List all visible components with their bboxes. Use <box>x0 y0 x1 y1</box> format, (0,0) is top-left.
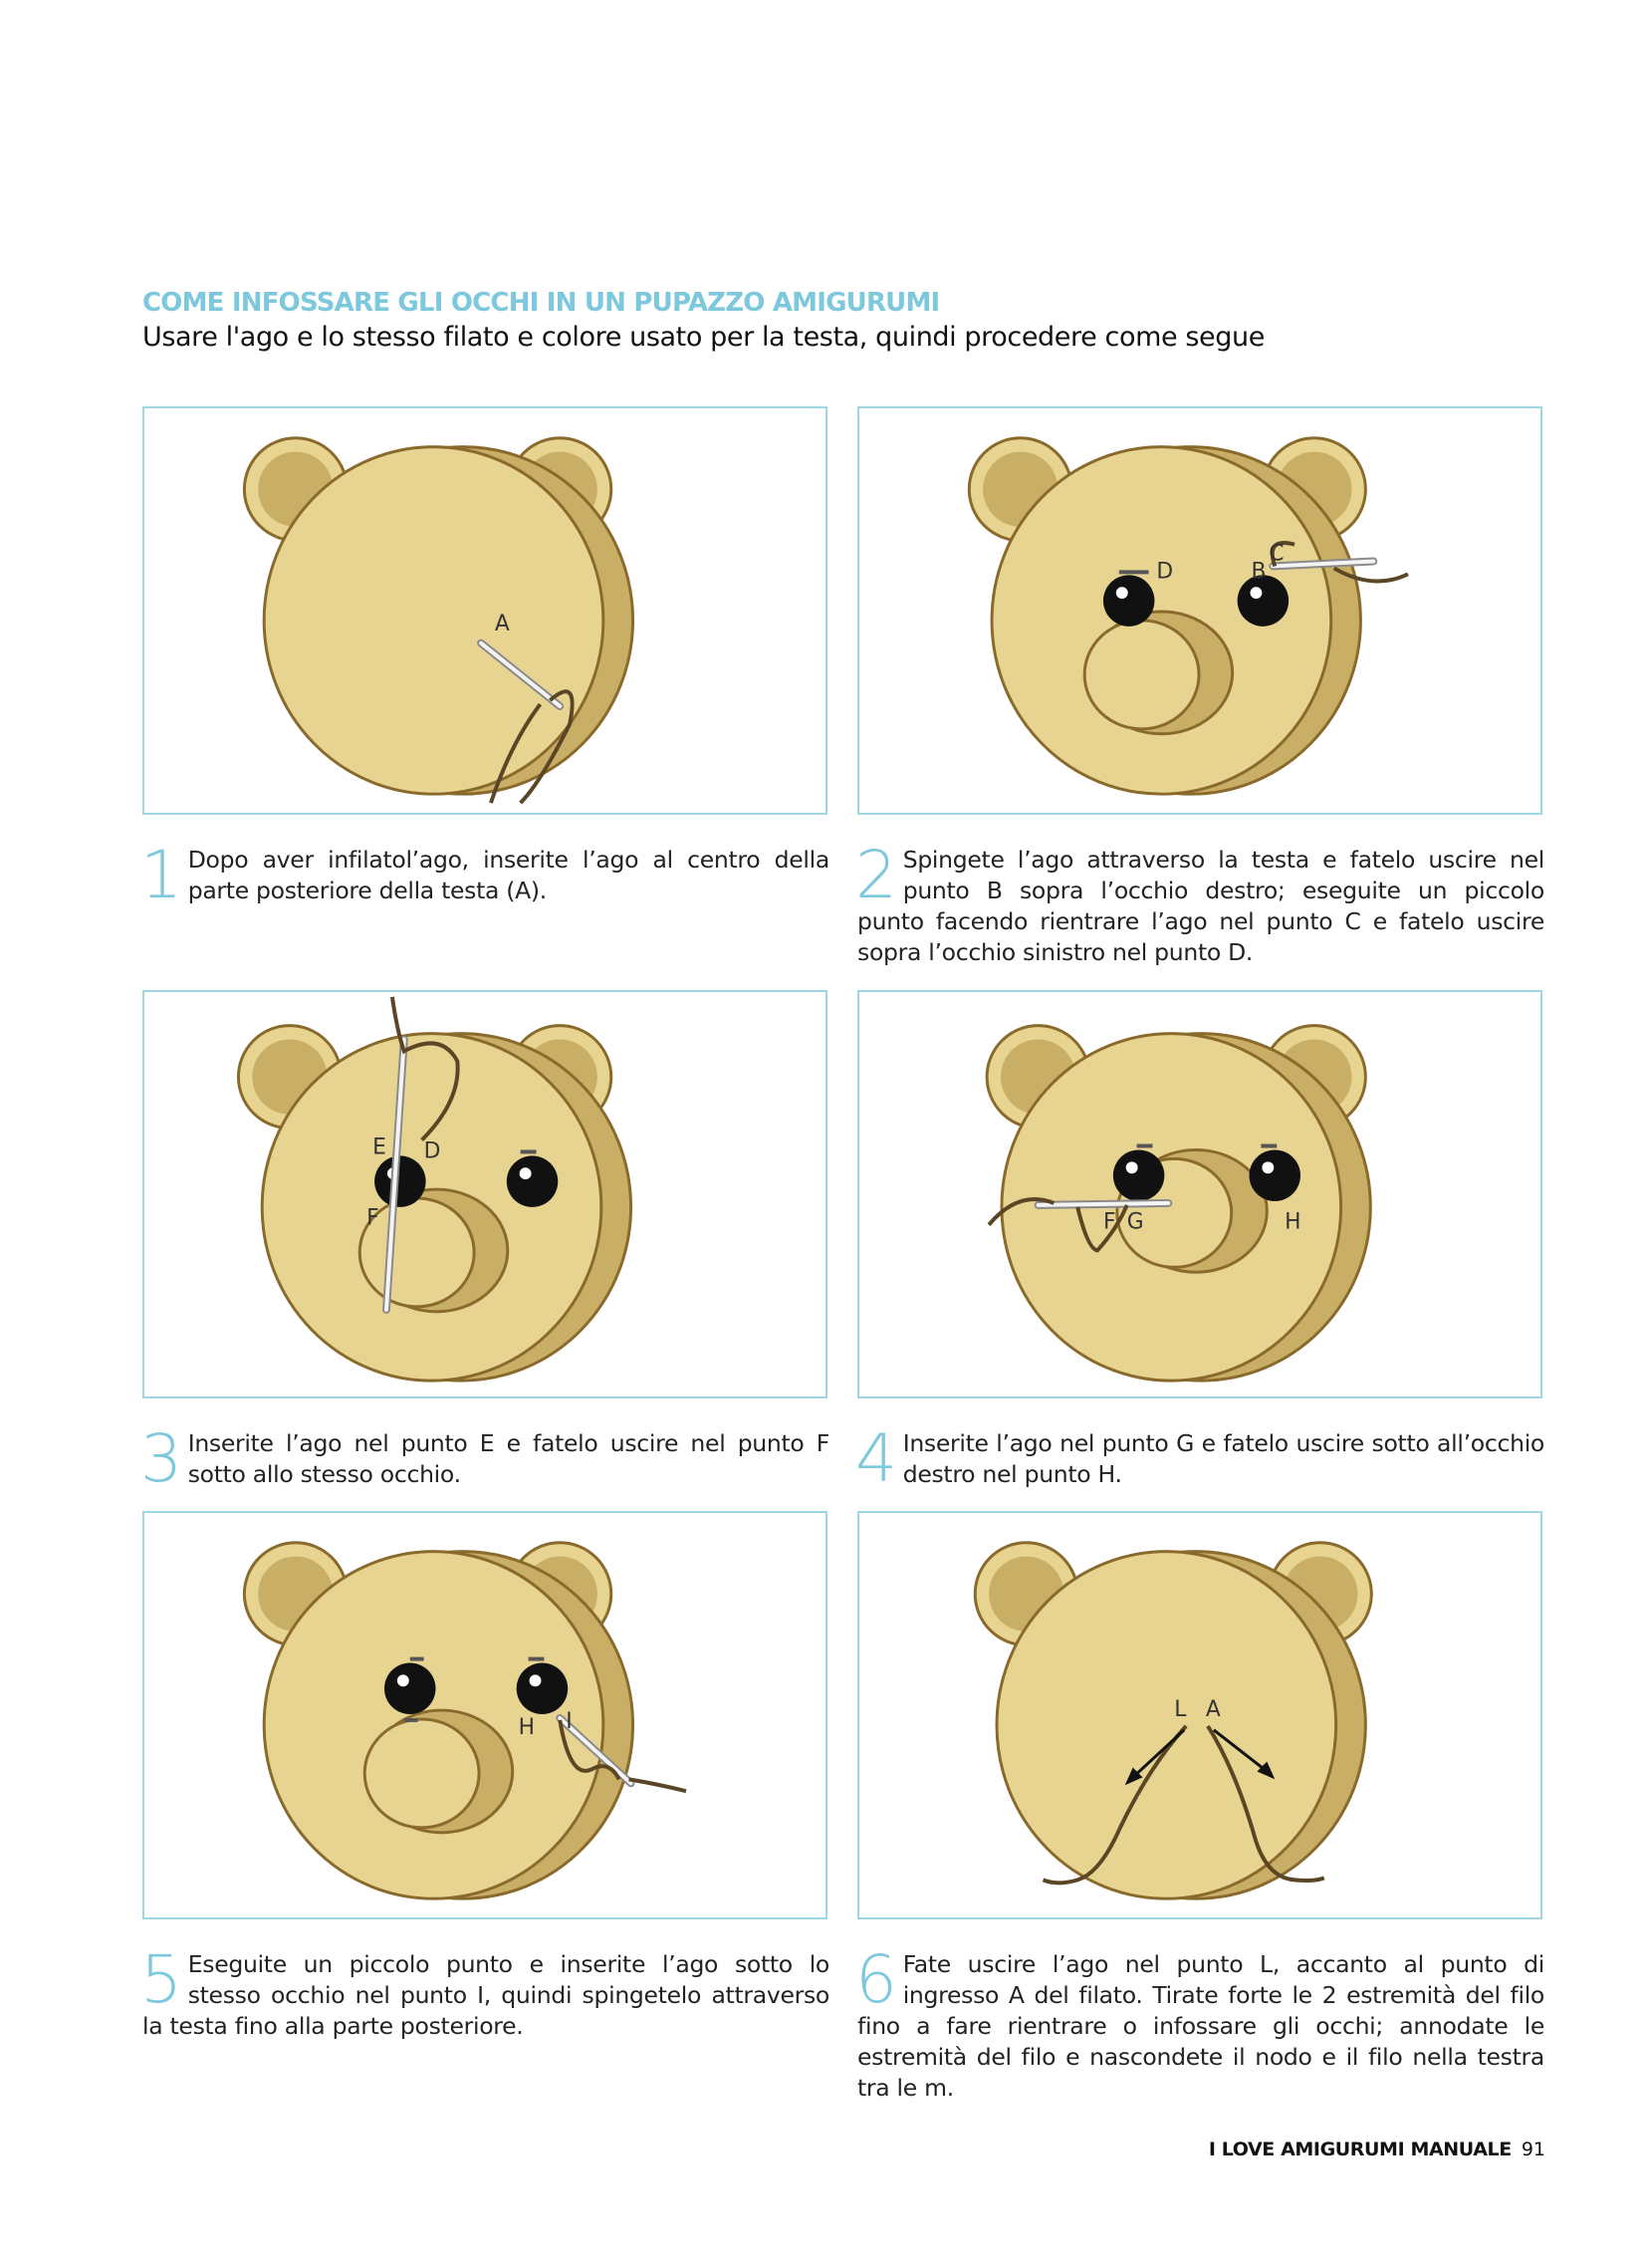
step-6-illustration <box>857 1511 1542 1919</box>
point-label-a: A <box>494 611 510 636</box>
page-header <box>142 286 1536 356</box>
point-label-e: E <box>372 1134 386 1160</box>
page-subtitle: Usare l'ago e lo stesso filato e colore usato per la testa, quindi procedere come segue <box>142 322 1265 353</box>
point-label-a: A <box>1205 1696 1221 1722</box>
bear-head-back <box>244 438 632 794</box>
left-eye <box>1103 575 1154 626</box>
step-2-illustration <box>857 406 1542 815</box>
step-5-caption <box>140 1941 829 2042</box>
step-6-number: 6 <box>855 1941 897 2018</box>
step-3-illustration <box>142 990 827 1398</box>
step-1-text: Dopo aver infilatol’ago, inserite l’ago al centro della parte posteriore della testa (A). <box>187 846 829 904</box>
needle-icon <box>1039 1203 1169 1205</box>
step-4-illustration <box>857 990 1542 1398</box>
step-1-illustration <box>142 406 827 815</box>
point-label-h: H <box>1285 1209 1301 1235</box>
needle-icon <box>1273 561 1373 566</box>
point-label-h: H <box>518 1714 536 1740</box>
point-label-d: D <box>1156 559 1174 585</box>
step-1-number: 1 <box>140 837 182 913</box>
step-2-text: Spingete l’ago attraverso la testa e fatelo uscire nel punto B sopra l’occhio destro; eseguite un piccolo punto facendo rientrare l’ago nel punto C e fatelo uscire sopra l’occhio sinistro nel punto D. <box>857 846 1544 966</box>
point-label-d: D <box>423 1138 441 1164</box>
point-label-g: G <box>1126 1209 1144 1235</box>
publication-name: I LOVE AMIGURUMI MANUALE <box>1208 2139 1512 2160</box>
point-label-f: F <box>366 1205 379 1231</box>
step-4-caption <box>855 1420 1544 1497</box>
point-label-f: F <box>1102 1209 1116 1235</box>
step-6-text: Fate uscire l’ago nel punto L, accanto al punto di ingresso A del filato. Tirate forte le 2 estremità del filo fino a fare rientrare o infossare gli occhi; annodate le estremità del filo e nascondete il nodo e il filo nella testra tra le m. <box>857 1950 1544 2102</box>
step-2-number: 2 <box>855 837 897 913</box>
step-5-illustration <box>142 1511 827 1919</box>
step-2-caption <box>855 837 1544 968</box>
step-3-number: 3 <box>140 1420 182 1497</box>
step-3-caption <box>140 1420 829 1497</box>
page-footer <box>1209 2139 1545 2160</box>
step-4-text: Inserite l’ago nel punto G e fatelo uscire sotto all’occhio destro nel punto H. <box>902 1429 1544 1488</box>
point-label-b: B <box>1251 559 1267 585</box>
step-3-text: Inserite l’ago nel punto E e fatelo uscire nel punto F sotto allo stesso occhio. <box>187 1429 829 1488</box>
step-5-text: Eseguite un piccolo punto e inserite l’ago sotto lo stesso occhio nel punto I, quindi spingetelo attraverso la testa fino alla parte posteriore. <box>142 1950 829 2040</box>
page-title: COME INFOSSARE GLI OCCHI IN UN PUPAZZO AMIGURUMI <box>142 288 940 318</box>
step-1-caption <box>140 837 829 913</box>
point-label-l: L <box>1174 1696 1187 1722</box>
point-label-i: I <box>566 1708 573 1734</box>
page-number: 91 <box>1521 2139 1545 2160</box>
step-5-number: 5 <box>140 1941 182 2018</box>
step-6-caption <box>855 1941 1544 2104</box>
step-4-number: 4 <box>855 1420 897 1497</box>
point-label-c: C <box>1269 541 1285 567</box>
